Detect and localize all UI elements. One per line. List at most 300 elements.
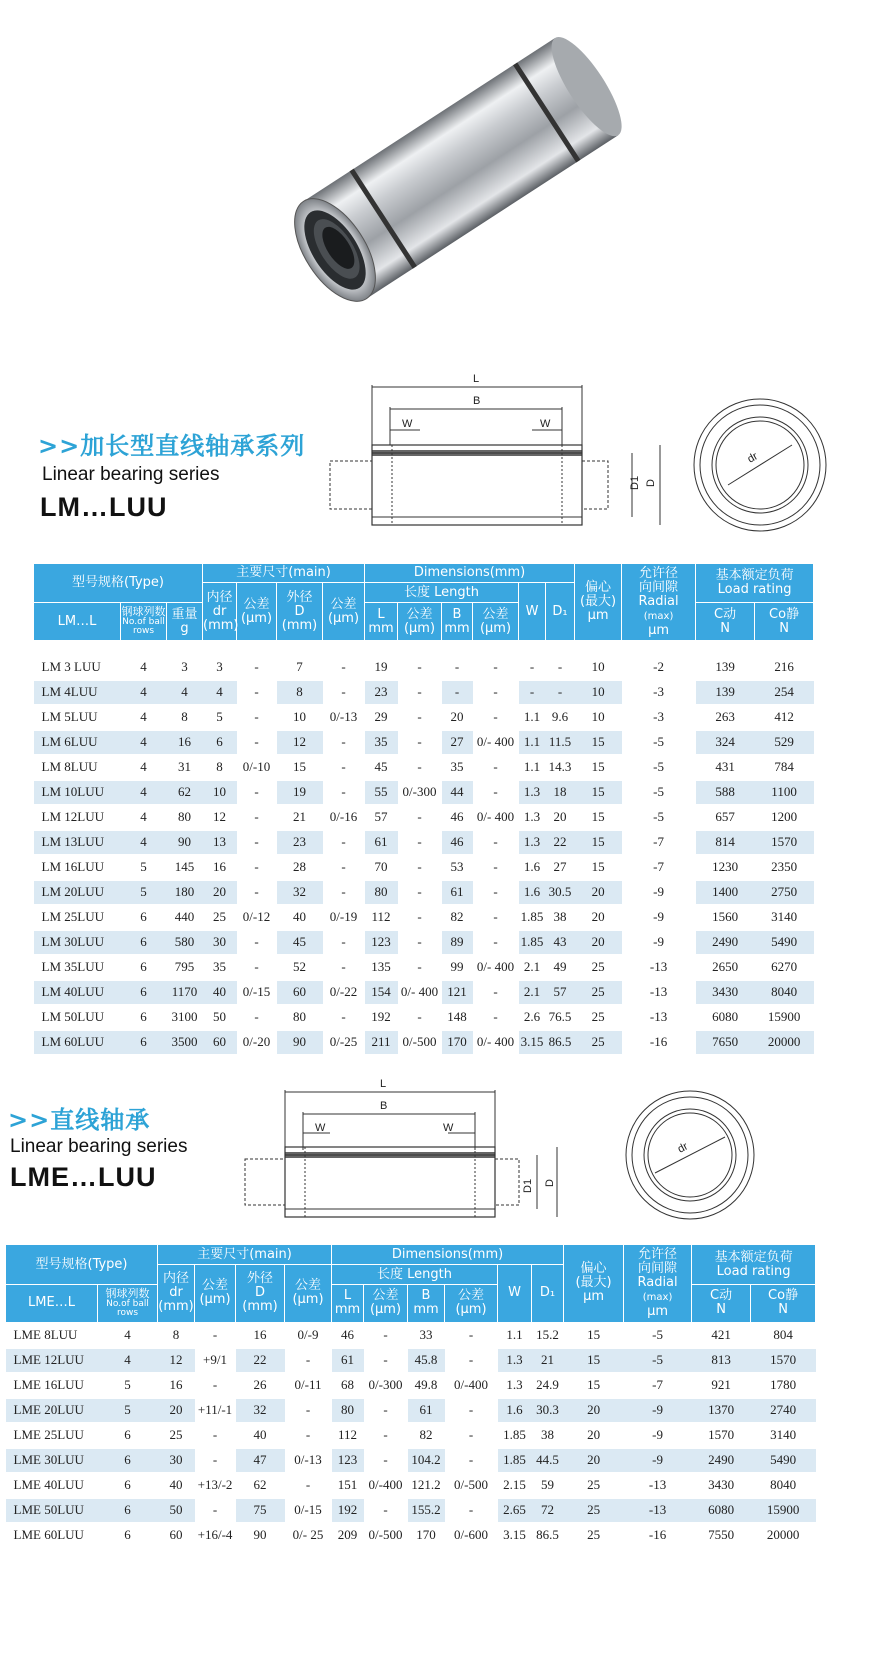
- table-cell: 1570: [751, 1348, 816, 1373]
- table-cell: 72: [532, 1498, 564, 1523]
- table-cell: -16: [624, 1523, 692, 1548]
- table-cell: 55: [365, 780, 398, 805]
- table-cell: 0/-16: [323, 805, 365, 830]
- table-cell: 135: [365, 955, 398, 980]
- table-cell: 15: [564, 1323, 624, 1348]
- table-cell: 784: [755, 755, 814, 780]
- table-cell: 62: [167, 780, 203, 805]
- table-cell: 1.1: [519, 755, 546, 780]
- table-cell: +11/-1: [195, 1398, 236, 1423]
- table-cell: 6: [98, 1498, 158, 1523]
- table-cell: 15: [564, 1348, 624, 1373]
- table-cell: 2.15: [498, 1473, 532, 1498]
- table-cell: 57: [546, 980, 575, 1005]
- table-cell: -: [445, 1398, 498, 1423]
- table-cell: -: [285, 1473, 332, 1498]
- table-cell: 3: [167, 655, 203, 680]
- table-cell: -: [398, 830, 442, 855]
- table-cell: 33: [408, 1323, 445, 1348]
- table-cell: 4: [121, 705, 167, 730]
- table-cell: -: [323, 880, 365, 905]
- hdr2-type: 型号规格(Type): [6, 1245, 158, 1285]
- table-cell: 25: [158, 1423, 195, 1448]
- table-cell: 80: [277, 1005, 323, 1030]
- lme-table-body: [6, 1323, 816, 1548]
- dim-label-D1: D1: [629, 475, 641, 490]
- hdr-od-tol: 公差 (μm): [323, 583, 365, 641]
- table-cell: 7: [277, 655, 323, 680]
- hdr2-B: B mm: [408, 1285, 445, 1323]
- table-cell: -: [237, 805, 277, 830]
- table-cell: 263: [696, 705, 755, 730]
- table-row: [34, 780, 814, 805]
- table-row: [34, 805, 814, 830]
- table-row: [34, 705, 814, 730]
- table-row: [34, 680, 814, 705]
- table-row: [34, 755, 814, 780]
- table-cell: 21: [277, 805, 323, 830]
- table-cell: -: [364, 1323, 408, 1348]
- table-cell: 2740: [751, 1398, 816, 1423]
- table-cell: 921: [692, 1373, 751, 1398]
- table-cell: 45.8: [408, 1348, 445, 1373]
- table-cell: -: [237, 930, 277, 955]
- table-cell: -: [442, 680, 473, 705]
- table-cell: 2490: [692, 1448, 751, 1473]
- table-cell: 15: [575, 780, 622, 805]
- hdr-od: 外径 D (mm): [277, 583, 323, 641]
- table-cell: -5: [622, 730, 696, 755]
- table-cell: 3430: [692, 1473, 751, 1498]
- table-row: [34, 980, 814, 1005]
- hdr2-L: L mm: [332, 1285, 364, 1323]
- table-cell: 15: [277, 755, 323, 780]
- table-cell: 1.3: [519, 805, 546, 830]
- hdr-radial: 允许径 向间隙 Radial (max) μm: [622, 564, 696, 641]
- hdr2-model: LME…L: [6, 1285, 98, 1323]
- table-cell: -: [473, 705, 519, 730]
- table-cell: LME 50LUU: [6, 1498, 98, 1523]
- table-cell: 1.85: [519, 905, 546, 930]
- table-cell: 6: [121, 1030, 167, 1055]
- table-cell: 10: [575, 655, 622, 680]
- table-cell: LME 60LUU: [6, 1523, 98, 1548]
- table-row: [6, 1473, 816, 1498]
- dim-label-D: D: [645, 479, 657, 487]
- table-cell: 412: [755, 705, 814, 730]
- table-cell: 3: [203, 655, 237, 680]
- table-cell: 5: [121, 855, 167, 880]
- table-cell: -13: [624, 1498, 692, 1523]
- table-cell: 20000: [755, 1030, 814, 1055]
- table-cell: 10: [203, 780, 237, 805]
- table-cell: 112: [365, 905, 398, 930]
- table-cell: -: [398, 730, 442, 755]
- table-cell: 2.1: [519, 955, 546, 980]
- table-cell: 68: [332, 1373, 364, 1398]
- table-cell: 814: [696, 830, 755, 855]
- dim-label-dr: dr: [745, 450, 760, 466]
- table-cell: 20: [158, 1398, 195, 1423]
- table-cell: -5: [624, 1348, 692, 1373]
- table-cell: -: [473, 855, 519, 880]
- table-cell: 2650: [696, 955, 755, 980]
- hdr2-dr-tol: 公差 (μm): [195, 1265, 236, 1323]
- table-cell: 25: [575, 955, 622, 980]
- table-cell: 4: [121, 830, 167, 855]
- table-cell: 20000: [751, 1523, 816, 1548]
- table-cell: 4: [203, 680, 237, 705]
- table-cell: 0/-500: [445, 1473, 498, 1498]
- table-cell: -: [364, 1423, 408, 1448]
- table-cell: 3.15: [498, 1523, 532, 1548]
- hdr2-B-tol: 公差 (μm): [445, 1285, 498, 1323]
- table-cell: 0/-600: [445, 1523, 498, 1548]
- table-cell: 26: [236, 1373, 285, 1398]
- table-cell: 0/- 400: [473, 955, 519, 980]
- hdr2-D1: D₁: [532, 1265, 564, 1323]
- table-cell: 0/-15: [285, 1498, 332, 1523]
- table-cell: 89: [442, 930, 473, 955]
- dim2-label-dr: dr: [675, 1140, 691, 1156]
- table-cell: -: [323, 755, 365, 780]
- table-cell: 1.3: [498, 1373, 532, 1398]
- table-cell: 61: [442, 880, 473, 905]
- table-cell: 82: [408, 1423, 445, 1448]
- table-cell: LM 35LUU: [34, 955, 121, 980]
- table-cell: LME 25LUU: [6, 1423, 98, 1448]
- table-row: [6, 1423, 816, 1448]
- table-cell: LM 6LUU: [34, 730, 121, 755]
- table-cell: 40: [203, 980, 237, 1005]
- table-cell: 20: [575, 880, 622, 905]
- hdr-ball-rows: 钢球列数 No.of ball rows: [121, 603, 167, 641]
- table-cell: 0/-300: [398, 780, 442, 805]
- table-cell: LM 3 LUU: [34, 655, 121, 680]
- table-row: [34, 830, 814, 855]
- table-cell: 1570: [692, 1423, 751, 1448]
- table-cell: 32: [236, 1398, 285, 1423]
- table-row: [6, 1398, 816, 1423]
- table-cell: 86.5: [532, 1523, 564, 1548]
- table-cell: -: [398, 705, 442, 730]
- table-cell: -: [237, 855, 277, 880]
- section2-code: LME…LUU: [10, 1162, 157, 1192]
- table-cell: 10: [277, 705, 323, 730]
- table-cell: 2490: [696, 930, 755, 955]
- table-cell: LME 8LUU: [6, 1323, 98, 1348]
- table-cell: -: [519, 680, 546, 705]
- hdr-L-tol: 公差 (μm): [398, 603, 442, 641]
- table-cell: LM 8LUU: [34, 755, 121, 780]
- hdr-W: W: [519, 583, 546, 641]
- table-cell: 28: [277, 855, 323, 880]
- table-cell: -: [285, 1423, 332, 1448]
- table-cell: 1100: [755, 780, 814, 805]
- table-cell: 216: [755, 655, 814, 680]
- table-cell: 44.5: [532, 1448, 564, 1473]
- section2-title-cn: >>直线轴承: [8, 1106, 151, 1134]
- table-cell: -9: [622, 905, 696, 930]
- table-cell: 40: [158, 1473, 195, 1498]
- table-cell: 44: [442, 780, 473, 805]
- table-cell: 15: [575, 805, 622, 830]
- table-cell: 38: [532, 1423, 564, 1448]
- table-cell: 20: [442, 705, 473, 730]
- table-cell: 5490: [755, 930, 814, 955]
- table-cell: -13: [622, 955, 696, 980]
- table-cell: 27: [442, 730, 473, 755]
- dim2-label-D1: D1: [522, 1178, 534, 1193]
- table-cell: 0/-11: [285, 1373, 332, 1398]
- table-cell: 0/-15: [237, 980, 277, 1005]
- table-cell: 1570: [755, 830, 814, 855]
- table-cell: 0/- 400: [473, 1030, 519, 1055]
- hdr2-load: 基本额定负荷 Load rating: [692, 1245, 816, 1285]
- table-cell: -: [445, 1348, 498, 1373]
- hdr-load: 基本额定负荷 Load rating: [696, 564, 814, 603]
- table-cell: LM 10LUU: [34, 780, 121, 805]
- table-cell: 154: [365, 980, 398, 1005]
- table-cell: -: [237, 955, 277, 980]
- table-cell: 12: [203, 805, 237, 830]
- hdr-C: C动 N: [696, 603, 755, 641]
- table-cell: 30.3: [532, 1398, 564, 1423]
- table-cell: -: [285, 1398, 332, 1423]
- table-cell: 49.8: [408, 1373, 445, 1398]
- hdr2-dimensions: Dimensions(mm): [332, 1245, 564, 1265]
- table-cell: 35: [365, 730, 398, 755]
- table-cell: -7: [622, 830, 696, 855]
- table-cell: 1.3: [519, 780, 546, 805]
- table-cell: -: [195, 1498, 236, 1523]
- hdr-dr: 内径 dr (mm): [203, 583, 237, 641]
- table-cell: 1.1: [519, 730, 546, 755]
- table-cell: 1.85: [519, 930, 546, 955]
- table-cell: 6: [121, 955, 167, 980]
- hdr2-C: C动 N: [692, 1285, 751, 1323]
- table-cell: 21: [532, 1348, 564, 1373]
- table-cell: 5: [203, 705, 237, 730]
- table-cell: -: [546, 680, 575, 705]
- table-row: [34, 880, 814, 905]
- table-cell: 139: [696, 655, 755, 680]
- section2-title-en: Linear bearing series: [10, 1136, 188, 1157]
- table-cell: 25: [203, 905, 237, 930]
- table-cell: 47: [236, 1448, 285, 1473]
- table-cell: -: [323, 955, 365, 980]
- table-cell: 20: [575, 930, 622, 955]
- table-cell: 123: [332, 1448, 364, 1473]
- bearing-product-image: [0, 0, 895, 360]
- table-cell: 180: [167, 880, 203, 905]
- table-cell: 8: [167, 705, 203, 730]
- table-cell: 209: [332, 1523, 364, 1548]
- table-cell: 6270: [755, 955, 814, 980]
- lm-table-body: [34, 641, 814, 1055]
- table-cell: 60: [277, 980, 323, 1005]
- table-cell: 0/- 400: [473, 730, 519, 755]
- table-cell: 50: [158, 1498, 195, 1523]
- table-cell: 62: [236, 1473, 285, 1498]
- hdr2-length: 长度 Length: [332, 1265, 498, 1285]
- table-cell: LM 50LUU: [34, 1005, 121, 1030]
- table-cell: 70: [365, 855, 398, 880]
- dim2-label-W-right: W: [443, 1122, 454, 1134]
- table-cell: LM 12LUU: [34, 805, 121, 830]
- hdr2-od-tol: 公差 (μm): [285, 1265, 332, 1323]
- table-row: [34, 855, 814, 880]
- table-cell: -: [445, 1323, 498, 1348]
- table-cell: 440: [167, 905, 203, 930]
- lm-luu-spec-table: [33, 563, 814, 1056]
- table-cell: 22: [546, 830, 575, 855]
- table-cell: 0/- 25: [285, 1523, 332, 1548]
- table-cell: 112: [332, 1423, 364, 1448]
- table-cell: 8040: [755, 980, 814, 1005]
- table-cell: -5: [622, 780, 696, 805]
- table-cell: 1780: [751, 1373, 816, 1398]
- table-cell: 23: [365, 680, 398, 705]
- table-cell: 0/-25: [323, 1030, 365, 1055]
- table-cell: 30: [203, 930, 237, 955]
- table-cell: 61: [332, 1348, 364, 1373]
- dim-label-W-right: W: [540, 418, 551, 430]
- table-cell: 211: [365, 1030, 398, 1055]
- table-cell: 0/-13: [323, 705, 365, 730]
- table-cell: 6: [121, 980, 167, 1005]
- table-row: [34, 655, 814, 680]
- table-cell: LME 20LUU: [6, 1398, 98, 1423]
- table-cell: 0/- 400: [398, 980, 442, 1005]
- table-cell: -: [237, 705, 277, 730]
- table-cell: -: [364, 1498, 408, 1523]
- table-cell: 25: [564, 1498, 624, 1523]
- table-cell: 192: [332, 1498, 364, 1523]
- table-cell: -: [473, 655, 519, 680]
- table-cell: 0/-500: [398, 1030, 442, 1055]
- table-cell: 0/-20: [237, 1030, 277, 1055]
- dim2-label-B: B: [380, 1100, 388, 1112]
- table-cell: 10: [575, 680, 622, 705]
- lme-table-header: [6, 1245, 816, 1323]
- table-cell: -: [237, 830, 277, 855]
- table-cell: 3430: [696, 980, 755, 1005]
- table-cell: 43: [546, 930, 575, 955]
- table-cell: 53: [442, 855, 473, 880]
- table-cell: 15.2: [532, 1323, 564, 1348]
- table-cell: -: [398, 955, 442, 980]
- table-cell: -5: [622, 805, 696, 830]
- table-cell: 1370: [692, 1398, 751, 1423]
- table-row: [34, 955, 814, 980]
- table-cell: 0/-400: [445, 1373, 498, 1398]
- table-cell: LM 4LUU: [34, 680, 121, 705]
- table-row: [34, 930, 814, 955]
- hdr-D1: D₁: [546, 583, 575, 641]
- table-row: [6, 1448, 816, 1473]
- table-cell: 0/-400: [364, 1473, 408, 1498]
- table-cell: 60: [158, 1523, 195, 1548]
- table-cell: 4: [121, 680, 167, 705]
- table-cell: 75: [236, 1498, 285, 1523]
- table-cell: 1.1: [498, 1323, 532, 1348]
- table-row: [34, 1030, 814, 1055]
- table-cell: 25: [564, 1523, 624, 1548]
- table-cell: 2350: [755, 855, 814, 880]
- table-cell: 80: [365, 880, 398, 905]
- table-cell: 15900: [755, 1005, 814, 1030]
- table-cell: 3.15: [519, 1030, 546, 1055]
- table-cell: 25: [575, 1030, 622, 1055]
- table-cell: 3140: [751, 1423, 816, 1448]
- table-cell: 2.6: [519, 1005, 546, 1030]
- table-cell: -: [398, 905, 442, 930]
- table-cell: -: [398, 755, 442, 780]
- hdr-type: 型号规格(Type): [34, 564, 203, 603]
- table-cell: -: [364, 1348, 408, 1373]
- table-cell: 4: [121, 780, 167, 805]
- table-cell: -2: [622, 655, 696, 680]
- table-cell: +9/1: [195, 1348, 236, 1373]
- table-cell: -7: [624, 1373, 692, 1398]
- table-cell: 0/-13: [285, 1448, 332, 1473]
- table-cell: LM 25LUU: [34, 905, 121, 930]
- table-cell: 7550: [692, 1523, 751, 1548]
- table-cell: 57: [365, 805, 398, 830]
- table-cell: 15900: [751, 1498, 816, 1523]
- table-cell: -9: [624, 1448, 692, 1473]
- table-cell: 431: [696, 755, 755, 780]
- table-cell: +16/-4: [195, 1523, 236, 1548]
- table-cell: 3100: [167, 1005, 203, 1030]
- table-cell: 151: [332, 1473, 364, 1498]
- hdr-dimensions: Dimensions(mm): [365, 564, 575, 583]
- table-cell: 5: [121, 880, 167, 905]
- table-cell: 13: [203, 830, 237, 855]
- table-cell: LM 60LUU: [34, 1030, 121, 1055]
- table-cell: 1.6: [519, 855, 546, 880]
- table-cell: -: [237, 880, 277, 905]
- table-cell: -3: [622, 680, 696, 705]
- table-cell: 121: [442, 980, 473, 1005]
- table-cell: 16: [203, 855, 237, 880]
- table-cell: 20: [564, 1423, 624, 1448]
- table-cell: 29: [365, 705, 398, 730]
- table-cell: 7650: [696, 1030, 755, 1055]
- table-cell: 1.6: [498, 1398, 532, 1423]
- table-cell: 1.85: [498, 1448, 532, 1473]
- table-cell: -: [237, 655, 277, 680]
- table-cell: 1400: [696, 880, 755, 905]
- table-cell: 46: [332, 1323, 364, 1348]
- table-cell: 1560: [696, 905, 755, 930]
- table-cell: 8: [158, 1323, 195, 1348]
- table-cell: -9: [624, 1423, 692, 1448]
- table-cell: 16: [167, 730, 203, 755]
- table-cell: 1.3: [519, 830, 546, 855]
- table-cell: 2750: [755, 880, 814, 905]
- table-cell: 6: [203, 730, 237, 755]
- table-cell: 86.5: [546, 1030, 575, 1055]
- table-cell: 5490: [751, 1448, 816, 1473]
- table-cell: 813: [692, 1348, 751, 1373]
- table-cell: 45: [365, 755, 398, 780]
- table-cell: 1230: [696, 855, 755, 880]
- table-row: [34, 730, 814, 755]
- table-cell: -: [285, 1348, 332, 1373]
- table-cell: 254: [755, 680, 814, 705]
